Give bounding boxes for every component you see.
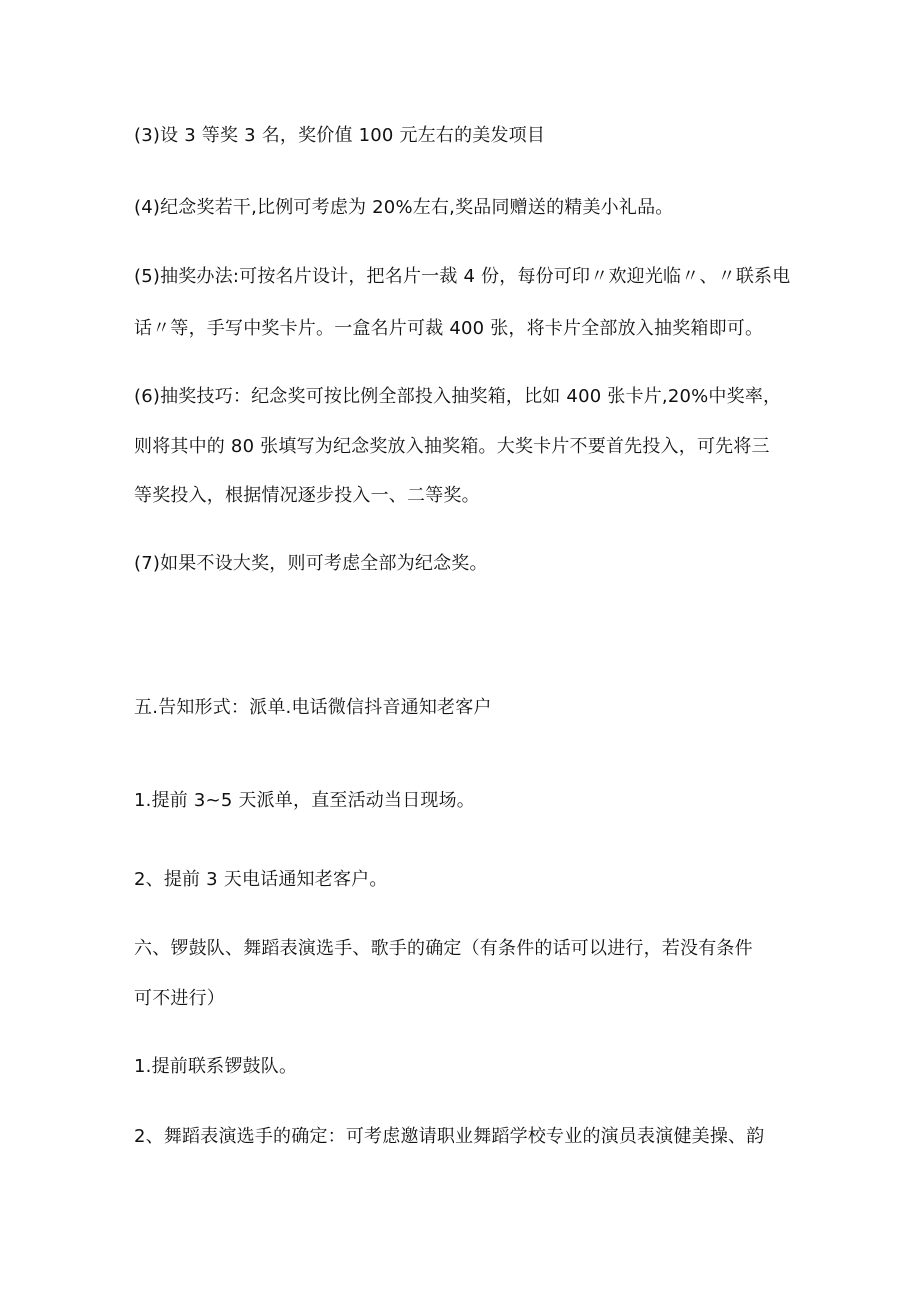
text-line: 2、舞蹈表演选手的确定：可考虑邀请职业舞蹈学校专业的演员表演健美操、韵: [134, 1126, 765, 1147]
text-line: (3)设 3 等奖 3 名，奖价值 100 元左右的美发项目: [134, 125, 546, 146]
text-line: (6)抽奖技巧：纪念奖可按比例全部投入抽奖箱，比如 400 张卡片,20%中奖率，: [134, 386, 782, 407]
text-line: (4)纪念奖若干,比例可考虑为 20%左右,奖品同赠送的精美小礼品。: [134, 197, 674, 218]
section-heading: 可不进行）: [134, 988, 225, 1009]
text-line: 话〃等，手写中奖卡片。一盒名片可裁 400 张，将卡片全部放入抽奖箱即可。: [134, 318, 764, 339]
text-line: 1.提前 3~5 天派单，直至活动当日现场。: [134, 790, 476, 811]
text-line: 则将其中的 80 张填写为纪念奖放入抽奖箱。大奖卡片不要首先投入，可先将三: [134, 436, 770, 457]
text-line: 1.提前联系锣鼓队。: [134, 1056, 298, 1077]
section-heading: 五.告知形式：派单.电话微信抖音通知老客户: [134, 697, 492, 718]
text-line: 等奖投入，根据情况逐步投入一、二等奖。: [134, 485, 480, 506]
text-line: 2、提前 3 天电话通知老客户。: [134, 869, 388, 890]
text-line: (5)抽奖办法:可按名片设计，把名片一裁 4 份，每份可印〃欢迎光临〃、〃联系电: [134, 266, 791, 287]
section-heading: 六、锣鼓队、舞蹈表演选手、歌手的确定（有条件的话可以进行，若没有条件: [134, 938, 753, 959]
text-line: (7)如果不设大奖，则可考虑全部为纪念奖。: [134, 553, 488, 574]
